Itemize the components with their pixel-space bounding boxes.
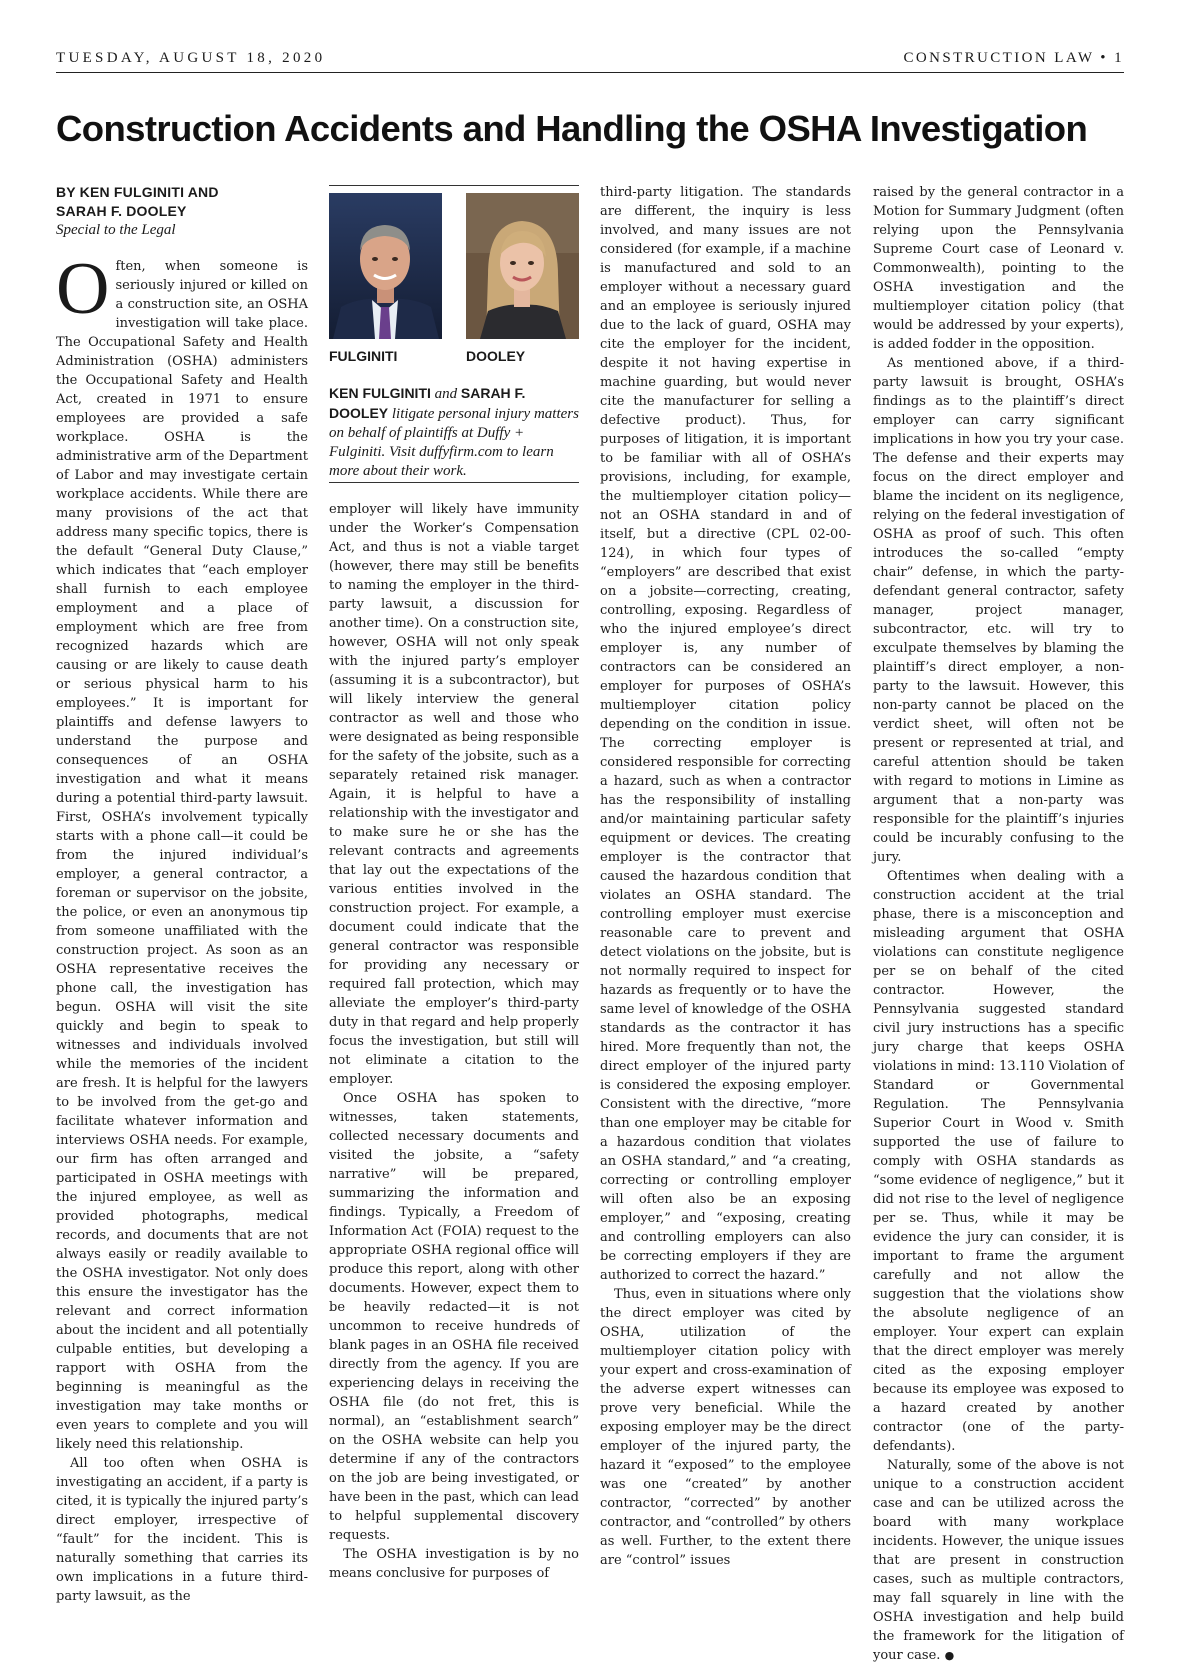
paragraph-text: ften, when someone is seriously injured or killed on a construction site, an OSHA investigation will take place. The Occupational Safety and Health Administration (OSHA) administers the Occupational Safety and Health Act, created in 1971 to ensure employees are provided a safe workplace. OSHA is the administrative arm of the Department of Labor and may investigate certain workplace accidents. While there are many provisions of the act that address many specific topics, there is the default “General Duty Clause,” which indicates that “each employer shall furnish to each employee employment and a place of employment which are free from recognized hazards which are causing or are likely to cause death or serious physical harm to his employees.” It is important for plaintiffs and defense lawyers to understand the purpose and consequences of an OSHA investigation and what it means during a potential third-party lawsuit. First, OSHA’s involvement typically starts with a phone call—it could be from the injured individual’s employer, a general contractor, a foreman or supervisor on the jobsite, the police, or even an anonymous tip from someone unaffiliated with the construction project. As soon as an OSHA representative receives the phone call, the investigation has begun. OSHA will visit the site quickly and begin to speak to witnesses and individuals involved while the memories of the incident are fresh. It is helpful for the lawyers to be involved from the get-go and facilitate whatever information and interviews OSHA needs. For example, our firm has often arranged and participated in OSHA meetings with the injured employee, as well as provided photographs, medical records, and documents that are not always easily or readily available to the OSHA investigator. Not only does this ensure the investigator has the relevant and correct information about the incident and all potentially culpable entities, but developing a rapport with OSHA from the beginning is meaningful as the investigation may take months or even years to complete and you will likely need this relationship. (56, 259, 308, 1452)
paragraph: Thus, even in situations where only the direct employer was cited by OSHA, utilization of the multiemployer citation policy with your expert and cross-examination of the adverse expert witnesses can prove very beneficial. While the exposing employer may be the direct employer of the injured party, the hazard it “exposed” to the employee was one “created” by another contractor, “corrected” by another contractor, and “controlled” by others as well. Further, to the extent there are “control” issues (600, 1287, 851, 1568)
author-photo-dooley (466, 193, 579, 339)
photo-caption-fulginiti: FULGINITI (329, 348, 398, 364)
bio-name-2: SARAH F. DOOLEY (329, 385, 526, 421)
bio-name-1: KEN FULGINITI (329, 385, 431, 401)
paragraph-text: Naturally, some of the above is not unique to a construction accident case and can be utilized across the board with many workplace incidents. However, the unique issues that are present in construction cases, such as multiple contractors, may fall squarely in line with the OSHA investigation and help build the framework for the litigation of your case. (873, 1458, 1124, 1663)
paragraph: Oftentimes when dealing with a construction accident at the trial phase, there is a misconception and misleading argument that OSHA violations can constitute negligence per se on behalf of the cited contractor. However, the Pennsylvania suggested standard civil jury instructions has a specific jury charge that keeps OSHA violations in mind: 13.110 Violation of Standard or Governmental Regulation. The Pennsylvania Superior Court in Wood v. Smith supported the use of failure to comply with OSHA standards as “some evidence of negligence,” but it did not rise to the level of negligence per se. Thus, while it may be evidence the jury can consider, it is important to frame the argument carefully and not allow the suggestion that the violations show the absolute negligence of an employer. Your expert can explain that the direct employer was merely cited as the exposing employer because its employee was exposed to a hazard created by another contractor (one of the party-defendants). (873, 869, 1124, 1454)
issue-date: TUESDAY, AUGUST 18, 2020 (56, 50, 326, 66)
page-header (56, 50, 1124, 73)
paragraph: As mentioned above, if a third-party lawsuit is brought, OSHA’s findings as to the plaintiff’s direct employer can carry significant implications in how you try your case. The defense and their experts may focus on the direct employer and blame the incident on its negligence, relying on the federal investigation of OSHA as proof of such. This often introduces the so-called “empty chair” defense, in which the party-defendant general contractor, safety manager, project manager, subcontractor, etc. will try to exculpate themselves by blaming the plaintiff’s direct employer, a non-party to the lawsuit. However, this non-party cannot be placed on the verdict sheet, will often not be present or represented at trial, and careful attention should be taken with regard to motions in Limine as argument that a non-party was responsible for the plaintiff’s injuries could be incurably confusing to the jury. (873, 356, 1124, 865)
woman-portrait-icon (466, 193, 579, 339)
paragraph: All too often when OSHA is investigating an accident, if a party is cited, it is typically the injured party’s direct employer, irrespective of “fault” for the incident. This is naturally something that carries its own implications in a future third-party lawsuit, as the (56, 1456, 308, 1604)
text-column-3 (600, 183, 851, 1570)
author-photo-fulginiti (329, 193, 442, 339)
text-column-4 (873, 183, 1124, 1665)
end-mark-icon: ● (944, 1649, 955, 1662)
paragraph: third-party litigation. The standards are different, the inquiry is less involved, and many issues are not considered (for example, if a machine is manufactured and sold to an employer without a necessary guard and an employee is seriously injured due to the lack of guard, OSHA may cite the employer for the incident, despite it not having expertise in machine guarding, but would never cite the manufacturer for selling a defective product). Thus, for purposes of litigation, it is important to be familiar with all of OSHA’s provisions, including, for example, the multiemployer citation policy—not an OSHA standard in and of itself, but a directive (CPL 02-00-124), in which four types of “employers” are described that exist on a jobsite—correcting, creating, controlling, exposing. Regardless of who the injured employee’s direct employer is, any number of contractors can be considered an employer for purposes of OSHA’s multiemployer citation policy depending on the condition in issue. The correcting employer is considered responsible for correcting a hazard, such as when a contractor has the responsibility of installing and/or maintaining particular safety equipment or devices. The creating employer is the contractor that caused the hazardous condition that violates an OSHA standard. The controlling employer must exercise reasonable care to prevent and detect violations on the jobsite, but is not normally required to inspect for hazards as frequently or to have the same level of knowledge of the OSHA standards as the contractor it has hired. More frequently than not, the direct employer of the injured party is considered the exposing employer. Consistent with the directive, “more than one employer may be citable for a hazardous condition that violates an OSHA standard,” and “a creating, correcting or controlling employer will often also be an exposing employer,” and “exposing, creating and controlling employers can also be correcting employers if they are authorized to correct the hazard.” (600, 185, 851, 1283)
photo-top-rule (329, 185, 579, 186)
author-bio (329, 384, 581, 481)
paragraph: Once OSHA has spoken to witnesses, taken statements, collected necessary documents and visited the jobsite, a “safety narrative” will be prepared, summarizing the information and findings. Typically, a Freedom of Information Act (FOIA) request to the appropriate OSHA regional office will produce this report, along with other documents. However, expect them to be heavily redacted—it is not uncommon to receive hundreds of blank pages in an OSHA file received directly from the agency. If you are experiencing delays in receiving the OSHA file (do not fret, this is normal), an “establishment search” on the OSHA website can help you determine if any of the contractors on the job are being investigated, or have been in the past, which can lead to helpful supplemental discovery requests. (329, 1091, 579, 1543)
bio-text: litigate personal injury matters on behalf of plaintiffs at Duffy + Fulginiti. Visit duffyfirm.com to learn more about their work. (329, 406, 579, 479)
drop-cap: O (56, 248, 110, 330)
paragraph: raised by the general contractor in a Motion for Summary Judgment (often relying upon the Pennsylvania Supreme Court case of Leonard v. Commonwealth), pointing to the OSHA investigation and the multiemployer citation policy (that would be addressed by your experts), is added fodder in the opposition. (873, 185, 1124, 352)
paragraph: employer will likely have immunity under the Worker’s Compensation Act, and thus is not a viable target (however, there may still be benefits to naming the employer in the third-party lawsuit, a discussion for another time). On a construction site, however, OSHA will not only speak with the injured party’s employer (assuming it is a subcontractor), but will likely interview the general contractor as well and those who were designated as being responsible for the safety of the jobsite, such as a separately retained risk manager. Again, it is helpful to have a relationship with the investigator and to make sure he or she has the relevant contracts and agreements that lay out the expectations of the various entities involved in the construction project. For example, a document could indicate that the general contractor was responsible for providing any necessary or required fall protection, which may alleviate the employer’s third-party duty in that regard and help properly focus the investigation, but still will not eliminate a citation to the employer. (329, 502, 579, 1087)
article-headline: Construction Accidents and Handling the OSHA Investigation (56, 108, 1088, 149)
text-column-1 (56, 248, 308, 1606)
photo-caption-dooley: DOOLEY (466, 348, 526, 364)
man-portrait-icon (329, 193, 442, 339)
paragraph: The OSHA investigation is by no means conclusive for purposes of (329, 1547, 579, 1581)
paragraph (56, 248, 308, 1454)
text-column-2 (329, 500, 579, 1583)
bio-bottom-rule (329, 482, 579, 483)
bio-and: and (434, 386, 458, 402)
section-page-label: CONSTRUCTION LAW • 1 (903, 50, 1124, 66)
byline-line-1: BY KEN FULGINITI AND (56, 184, 219, 200)
byline (56, 183, 316, 221)
byline-line-2: SARAH F. DOOLEY (56, 203, 187, 219)
paragraph (873, 1456, 1124, 1665)
special-to-the-legal: Special to the Legal (56, 222, 176, 238)
